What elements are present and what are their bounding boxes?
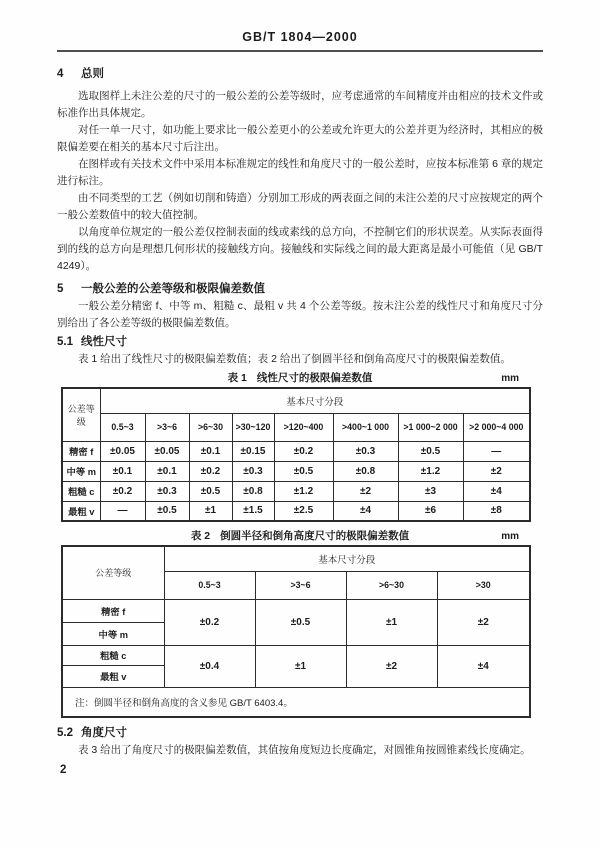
table1-corner-cell: 公差等级 — [62, 388, 100, 441]
tolerance-value-cell: ±0.5 — [189, 481, 232, 501]
tolerance-value-cell: ±1 — [189, 501, 232, 521]
tolerance-value-cell: ±2 — [346, 645, 437, 687]
tolerance-value-cell: ±0.8 — [333, 461, 398, 481]
tolerance-value-cell: ±0.1 — [100, 461, 145, 481]
table2-row-coarse — [62, 645, 530, 665]
table2-note: 注：倒圆半径和倒角高度的含义参见 GB/T 6403.4。 — [62, 687, 530, 717]
section-4-number: 4 — [57, 68, 64, 80]
tolerance-value-cell: ±0.3 — [333, 441, 398, 461]
table2-group-header-cell: 基本尺寸分段 — [164, 546, 530, 571]
section-4-paragraph-3: 在图样或有关技术文件中采用本标准规定的线性和角度尺寸的一般公差时，应按本标准第 6 章的规定进行标注。 — [57, 158, 543, 187]
section-4-paragraph-2: 对任一单一尺寸，如功能上要求比一般公差更小的公差或允许更大的公差并更为经济时，其相应的极限偏差要在相关的基本尺寸后注出。 — [57, 124, 543, 153]
table1-size-range-header: >3~6 — [145, 413, 189, 441]
section-5-1-title: 线性尺寸 — [81, 336, 127, 348]
tolerance-value-cell: ±0.2 — [274, 441, 333, 461]
tolerance-value-cell: ±0.2 — [189, 461, 232, 481]
section-5-heading — [57, 282, 543, 296]
tolerance-value-cell: ±1 — [346, 599, 437, 645]
table1-row-coarse — [62, 481, 530, 501]
tolerance-value-cell: ±0.3 — [232, 461, 274, 481]
tolerance-value-cell: ±1.5 — [232, 501, 274, 521]
tolerance-value-cell: ±0.1 — [145, 461, 189, 481]
table1-row-medium — [62, 461, 530, 481]
table1-size-range-header: >1 000~2 000 — [398, 413, 463, 441]
table1-size-range-header: >400~1 000 — [333, 413, 398, 441]
grade-label-cell: 中等 m — [62, 622, 164, 645]
tolerance-value-cell: ±0.5 — [255, 599, 346, 645]
grade-label-cell: 最粗 v — [62, 501, 100, 521]
section-4-paragraph-1: 选取图样上未注公差的尺寸的一般公差的公差等级时，应考虑通常的车间精度并由相应的技术文件或标准作出具体规定。 — [57, 90, 543, 119]
tolerance-value-cell: ±3 — [398, 481, 463, 501]
section-5-1-heading — [57, 335, 543, 349]
table2-caption — [57, 529, 543, 543]
grade-label-cell: 精密 f — [62, 441, 100, 461]
tolerance-value-cell: ±2.5 — [274, 501, 333, 521]
table1-linear-dimension-tolerances — [61, 387, 531, 522]
grade-label-cell: 中等 m — [62, 461, 100, 481]
table2-size-range-header: >30 — [437, 571, 530, 599]
table2-size-range-header: 0.5~3 — [164, 571, 255, 599]
table2-size-range-header: >6~30 — [346, 571, 437, 599]
table1-size-range-header: 0.5~3 — [100, 413, 145, 441]
table1-group-header-row — [62, 388, 530, 413]
tolerance-value-cell: ±1.2 — [398, 461, 463, 481]
tolerance-value-cell: ±0.5 — [274, 461, 333, 481]
tolerance-value-cell: ±1 — [255, 645, 346, 687]
tolerance-value-cell: ±6 — [398, 501, 463, 521]
grade-label-cell: 粗糙 c — [62, 645, 164, 665]
section-5-intro: 一般公差分精密 f、中等 m、粗糙 c、最粗 v 共 4 个公差等级。按未注公差的线性尺寸和角度尺寸分别给出了各公差等级的极限偏差数值。 — [57, 300, 543, 329]
standard-number-header: GB/T 1804—2000 — [242, 30, 358, 44]
tolerance-value-cell: ±1.2 — [274, 481, 333, 501]
tolerance-value-cell: ±0.4 — [164, 645, 255, 687]
table2-size-range-header: >3~6 — [255, 571, 346, 599]
table1-column-header-row — [62, 413, 530, 441]
table1-row-very-coarse — [62, 501, 530, 521]
table2-caption-label: 表 2 — [190, 530, 211, 542]
section-4-title: 总则 — [81, 68, 104, 80]
section-5-title: 一般公差的公差等级和极限偏差数值 — [81, 283, 265, 295]
table2-unit-label: mm — [501, 531, 519, 542]
tolerance-value-cell: — — [100, 501, 145, 521]
tolerance-value-cell: ±4 — [463, 481, 530, 501]
tolerance-value-cell: ±0.1 — [189, 441, 232, 461]
section-5-2-title: 角度尺寸 — [81, 727, 127, 739]
table1-size-range-header: >2 000~4 000 — [463, 413, 530, 441]
tolerance-value-cell: ±8 — [463, 501, 530, 521]
section-5-1-intro: 表 1 给出了线性尺寸的极限偏差数值；表 2 给出了倒圆半径和倒角高度尺寸的极限偏差数值。 — [78, 353, 511, 365]
tolerance-value-cell: — — [463, 441, 530, 461]
table1-caption-title: 线性尺寸的极限偏差数值 — [256, 372, 373, 384]
tolerance-value-cell: ±4 — [333, 501, 398, 521]
tolerance-value-cell: ±0.8 — [232, 481, 274, 501]
section-4-body — [57, 88, 543, 275]
table1-size-range-header: >6~30 — [189, 413, 232, 441]
section-4-paragraph-5: 以角度单位规定的一般公差仅控制表面的线或素线的总方向，不控制它们的形状误差。从实际表面得到的线的总方向是理想几何形状的接触线方向。接触线和实际线之间的最大距离是最小可能值（见 GB/T 4249）。 — [57, 226, 543, 272]
page-content — [0, 30, 600, 776]
section-5-number: 5 — [57, 283, 64, 295]
grade-label-cell: 最粗 v — [62, 665, 164, 687]
table2-note-row — [62, 687, 530, 717]
header-rule — [57, 50, 543, 52]
table1-row-fine — [62, 441, 530, 461]
table1-size-range-header: >120~400 — [274, 413, 333, 441]
tolerance-value-cell: ±2 — [463, 461, 530, 481]
tolerance-value-cell: ±0.5 — [145, 501, 189, 521]
tolerance-value-cell: ±0.5 — [398, 441, 463, 461]
table2-caption-title: 倒圆半径和倒角高度尺寸的极限偏差数值 — [220, 530, 410, 542]
table2-row-fine — [62, 599, 530, 622]
tolerance-value-cell: ±0.2 — [164, 599, 255, 645]
tolerance-value-cell: ±4 — [437, 645, 530, 687]
table1-caption-label: 表 1 — [227, 372, 247, 384]
table1-caption — [57, 371, 543, 385]
table2-group-header-row — [62, 546, 530, 571]
tolerance-value-cell: ±0.15 — [232, 441, 274, 461]
tolerance-value-cell: ±2 — [437, 599, 530, 645]
section-4-heading — [57, 67, 543, 81]
tolerance-value-cell: ±0.2 — [100, 481, 145, 501]
tolerance-value-cell: ±0.05 — [145, 441, 189, 461]
tolerance-value-cell: ±0.3 — [145, 481, 189, 501]
table1-unit-label: mm — [501, 373, 519, 384]
section-5-2-intro: 表 3 给出了角度尺寸的极限偏差数值，其值按角度短边长度确定，对圆锥角按圆锥素线长度确定。 — [78, 744, 531, 756]
table1-size-range-header: >30~120 — [232, 413, 274, 441]
tolerance-value-cell: ±0.05 — [100, 441, 145, 461]
grade-label-cell: 粗糙 c — [62, 481, 100, 501]
section-5-2-number: 5.2 — [57, 727, 73, 739]
grade-label-cell: 精密 f — [62, 599, 164, 622]
section-4-paragraph-4: 由不同类型的工艺（例如切削和铸造）分别加工形成的两表面之间的未注公差的尺寸应按规定的两个一般公差数值中的较大值控制。 — [57, 192, 543, 221]
section-5-2-heading — [57, 726, 543, 740]
table1-group-header-cell: 基本尺寸分段 — [100, 388, 530, 413]
tolerance-value-cell: ±2 — [333, 481, 398, 501]
page-number: 2 — [60, 764, 67, 776]
table2-chamfer-radius-tolerances — [61, 545, 531, 718]
table2-corner-cell: 公差等级 — [62, 546, 164, 599]
section-5-1-number: 5.1 — [57, 336, 73, 348]
